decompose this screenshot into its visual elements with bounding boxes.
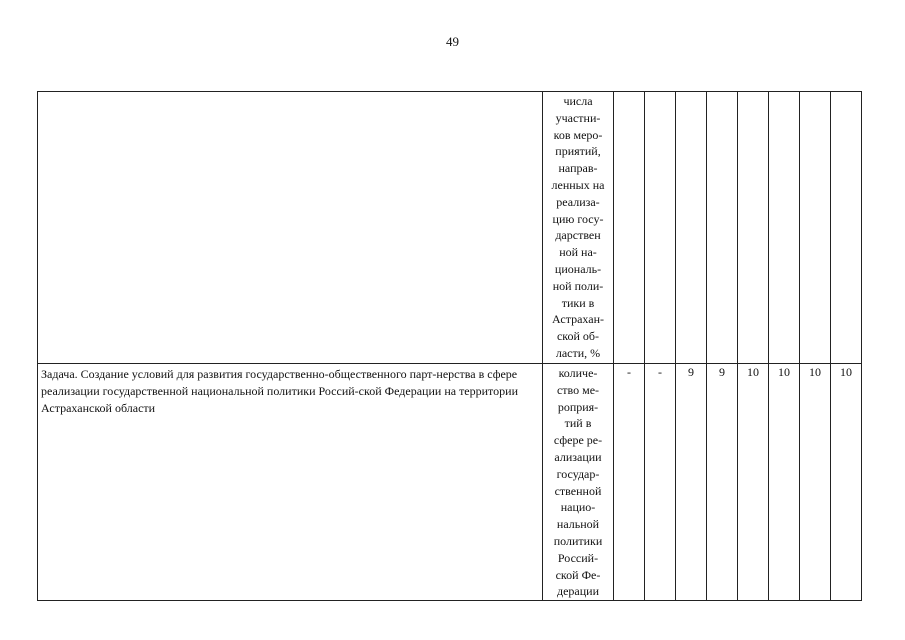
value-cell [800,92,831,364]
indicator-cell: числа участни- ков меро- приятий, направ- ленных на реализа- цию госу- дарствен ной на- циональ- ной поли- тики в Астрахан- ской об- ласти, % [543,92,614,364]
value-cell [738,92,769,364]
value-cell: 10 [738,364,769,601]
table-row [38,92,862,364]
page-number: 49 [446,34,459,49]
value-cell [831,92,862,364]
value-cell: 10 [769,364,800,601]
indicators-table [37,91,862,601]
value-cell: 9 [707,364,738,601]
value-cell [707,92,738,364]
indicator-cell: количе- ство ме- роприя- тий в сфере ре- ализации государ- ственной нацио- нальной политики Россий- ской Фе- дерации [543,364,614,601]
value-cell: 9 [676,364,707,601]
value-cell: 10 [831,364,862,601]
value-cell: - [645,364,676,601]
value-cell [614,92,645,364]
value-cell [645,92,676,364]
value-cell: - [614,364,645,601]
value-cell: 10 [800,364,831,601]
task-cell [38,92,543,364]
task-cell: Задача. Создание условий для развития государственно-общественного парт-нерства в сфере реализации государственной национальной политики Россий-ской Федерации на территории Астраханской области [38,364,543,601]
table-row [38,364,862,601]
value-cell [769,92,800,364]
value-cell [676,92,707,364]
